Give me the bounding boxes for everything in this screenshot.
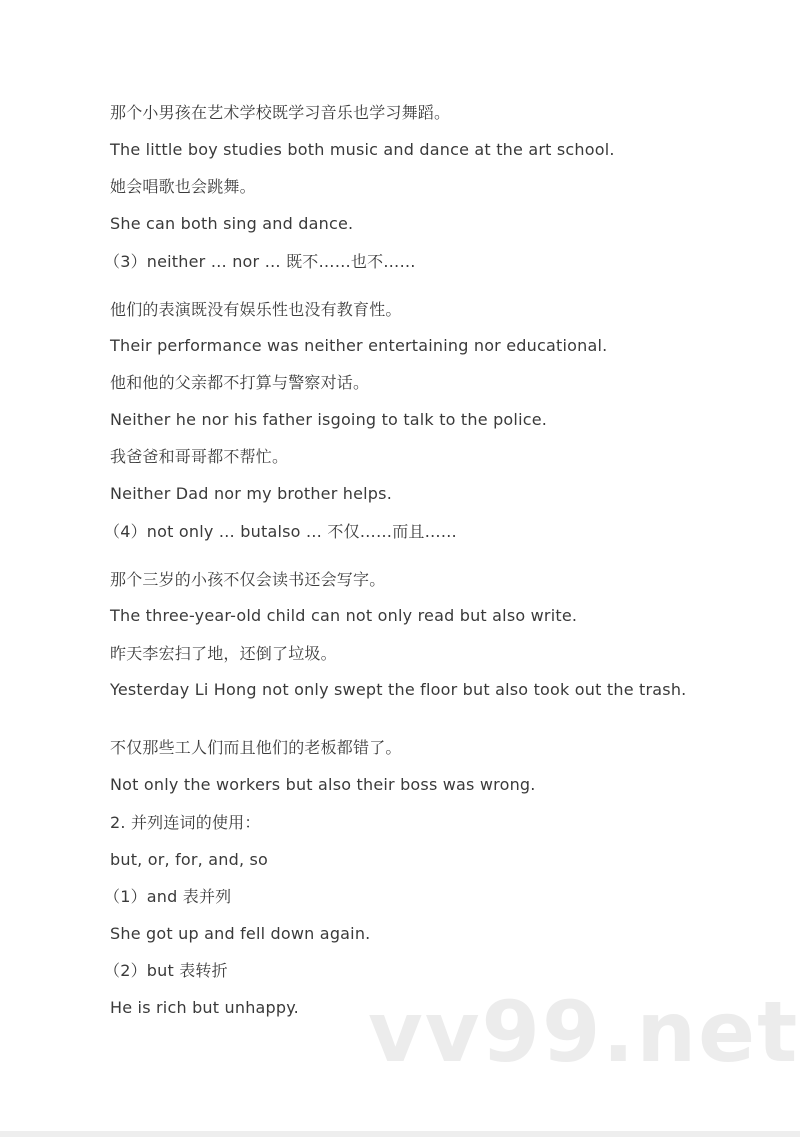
- english-sentence: The three-year-old child can not only read but also write.: [110, 606, 578, 625]
- section-heading: （4）not only … butalso … 不仅……而且……: [104, 522, 458, 541]
- chinese-sentence: 他和他的父亲都不打算与警察对话。: [110, 373, 370, 392]
- english-sentence: Not only the workers but also their boss was wrong.: [110, 775, 536, 794]
- section-heading: 2. 并列连词的使用：: [110, 813, 261, 832]
- conjunction-list: but, or, for, and, so: [110, 850, 269, 869]
- english-sentence: Neither he nor his father isgoing to talk to the police.: [110, 410, 548, 429]
- subsection-heading: （1）and 表并列: [104, 887, 232, 906]
- english-sentence: She got up and fell down again.: [110, 924, 371, 943]
- subsection-heading: （2）but 表转折: [104, 961, 228, 980]
- chinese-sentence: 他们的表演既没有娱乐性也没有教育性。: [110, 300, 402, 319]
- chinese-sentence: 那个小男孩在艺术学校既学习音乐也学习舞蹈。: [110, 103, 451, 122]
- watermark: vv99.net: [368, 983, 800, 1081]
- english-sentence: Yesterday Li Hong not only swept the floor but also took out the trash.: [110, 680, 687, 699]
- chinese-sentence: 那个三岁的小孩不仅会读书还会写字。: [110, 570, 386, 589]
- english-sentence: Their performance was neither entertaining nor educational.: [110, 336, 608, 355]
- english-sentence: He is rich but unhappy.: [110, 998, 299, 1017]
- section-heading: （3）neither … nor … 既不……也不……: [104, 252, 416, 271]
- page-bottom-edge: [0, 1131, 800, 1137]
- chinese-sentence: 不仅那些工人们而且他们的老板都错了。: [110, 738, 402, 757]
- english-sentence: She can both sing and dance.: [110, 214, 354, 233]
- english-sentence: The little boy studies both music and dance at the art school.: [110, 140, 615, 159]
- english-sentence: Neither Dad nor my brother helps.: [110, 484, 392, 503]
- chinese-sentence: 她会唱歌也会跳舞。: [110, 177, 256, 196]
- chinese-sentence: 昨天李宏扫了地，还倒了垃圾。: [110, 644, 337, 663]
- chinese-sentence: 我爸爸和哥哥都不帮忙。: [110, 447, 289, 466]
